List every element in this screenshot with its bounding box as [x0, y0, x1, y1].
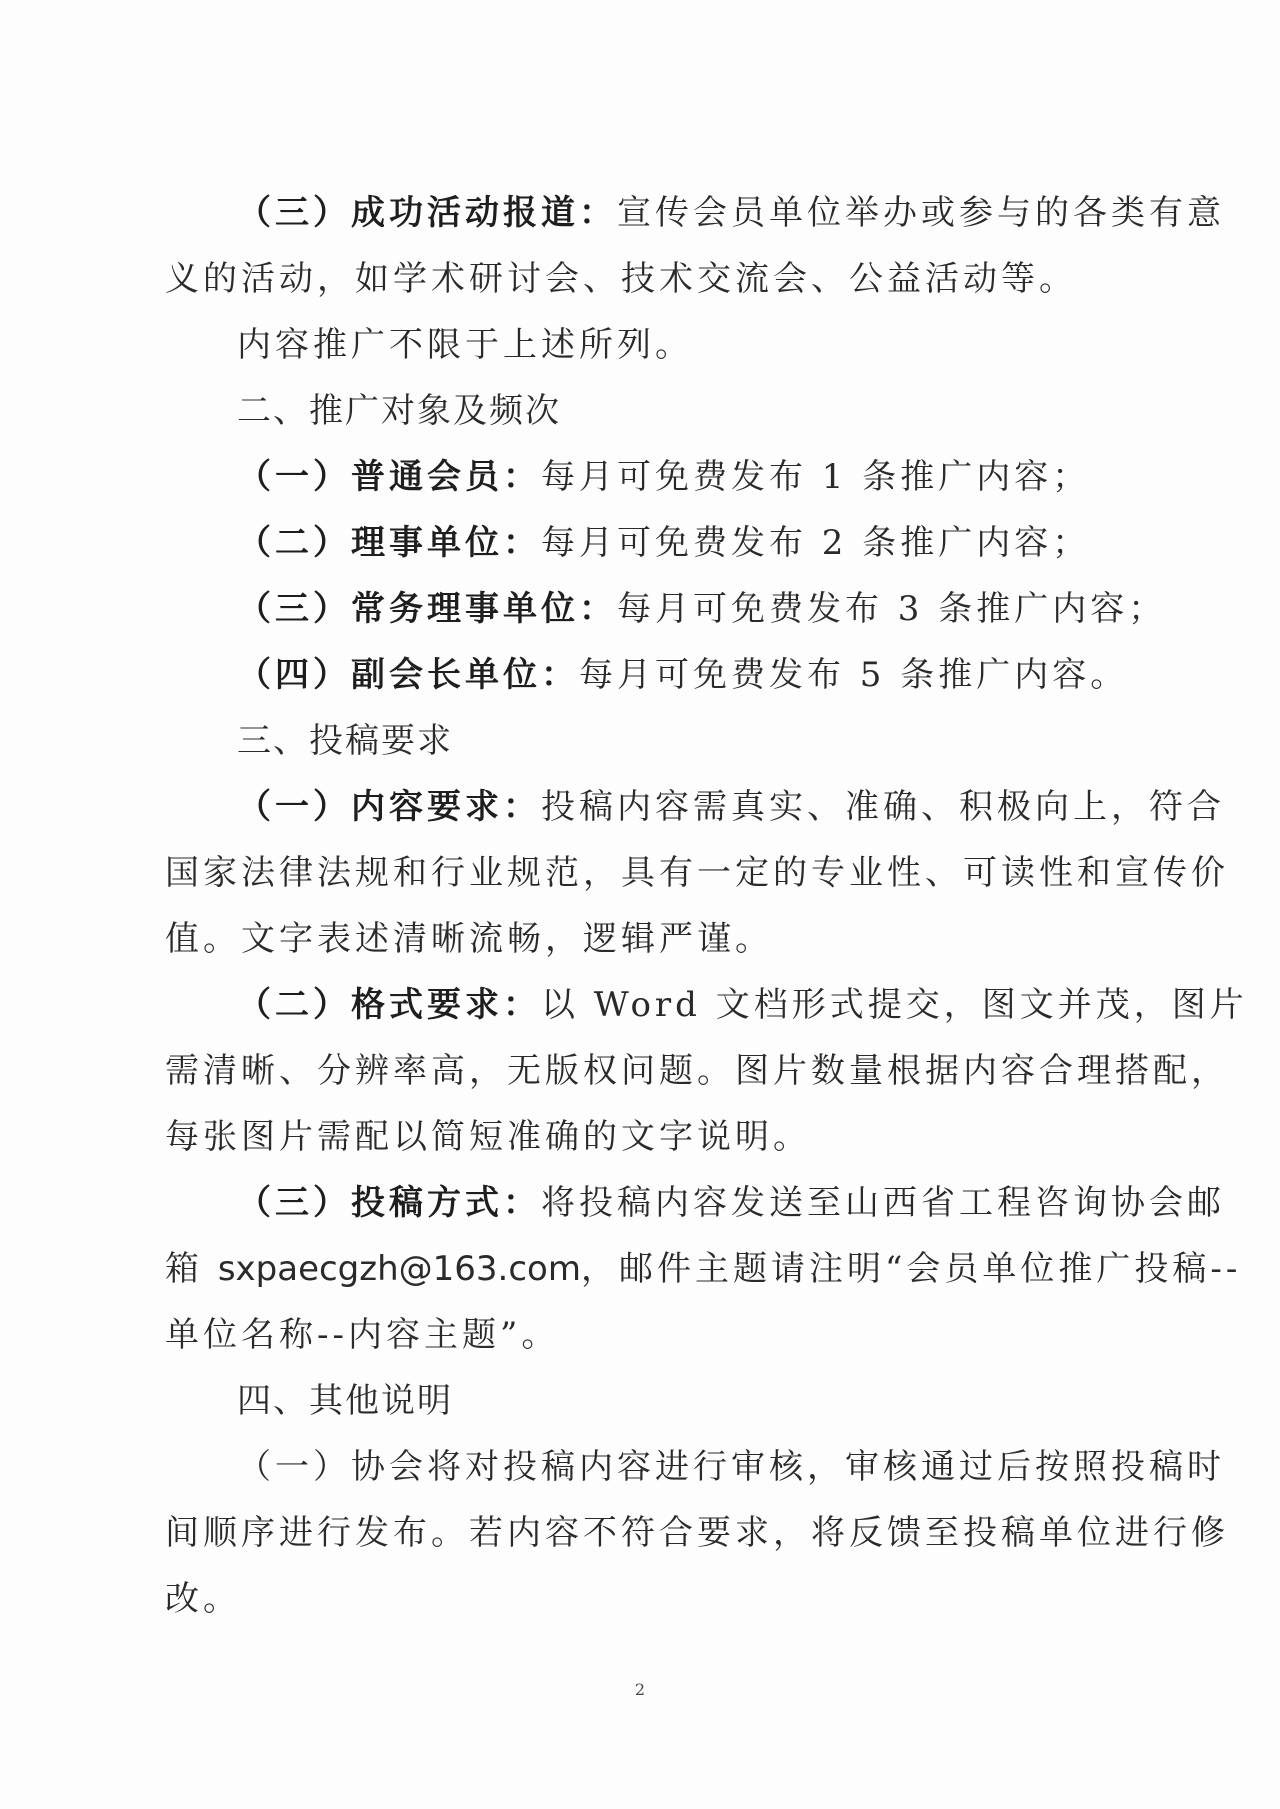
item-text: 间顺序进行发布。若内容不符合要求，将反馈至投稿单位进行修 [165, 1513, 1229, 1553]
item-label: （四）副会长单位： [237, 655, 579, 695]
item-label: （二）理事单位： [237, 523, 541, 563]
paragraph-line [165, 1104, 1125, 1170]
item-text: 每月可免费发布 5 条推广内容。 [579, 655, 1129, 695]
email-address: sxpaecgzh@163.com [217, 1249, 581, 1289]
paragraph-line [165, 246, 1125, 312]
item-label: （三）常务理事单位： [237, 589, 617, 629]
item-label: （一）普通会员： [237, 457, 541, 497]
item-text: 箱 [165, 1249, 218, 1289]
item-text: 每月可免费发布 1 条推广内容； [541, 457, 1091, 497]
paragraph-line [165, 906, 1125, 972]
item-label: （三）投稿方式： [237, 1183, 541, 1223]
page-number: 2 [634, 1680, 646, 1699]
paragraph-line [165, 180, 1225, 246]
paragraph-line [165, 1236, 1242, 1302]
section-heading: 二、推广对象及频次 [237, 391, 561, 431]
section-heading: 三、投稿要求 [237, 721, 453, 761]
list-item [165, 444, 1125, 510]
item-label: （三）成功活动报道： [237, 193, 617, 233]
item-text: （一）协会将对投稿内容进行审核，审核通过后按照投稿时 [237, 1447, 1225, 1487]
item-label: （一）内容要求： [237, 787, 541, 827]
paragraph-line [165, 1302, 1125, 1368]
item-text: 义的活动，如学术研讨会、技术交流会、公益活动等。 [165, 259, 1077, 299]
item-text: 需清晰、分辨率高，无版权问题。图片数量根据内容合理搭配， [165, 1051, 1229, 1091]
item-text: 值。文字表述清晰流畅，逻辑严谨。 [165, 919, 773, 959]
paragraph-line [165, 312, 1125, 378]
item-text: 宣传会员单位举办或参与的各类有意 [617, 193, 1225, 233]
item-text: ，邮件主题请注明“会员单位推广投稿-- [580, 1249, 1242, 1289]
item-text: 每月可免费发布 2 条推广内容； [541, 523, 1091, 563]
document-body [165, 180, 1248, 1632]
paragraph-line [165, 774, 1225, 840]
list-item [165, 576, 1167, 642]
item-text: 单位名称--内容主题”。 [165, 1315, 560, 1355]
paragraph-line [165, 1038, 1229, 1104]
list-item [165, 510, 1125, 576]
paragraph-line [165, 1434, 1225, 1500]
paragraph-line [165, 1500, 1229, 1566]
section-heading: 四、其他说明 [237, 1381, 453, 1421]
item-text: 以 Word 文档形式提交，图文并茂，图片 [541, 985, 1248, 1025]
paragraph-line [165, 840, 1229, 906]
item-text: 国家法律法规和行业规范，具有一定的专业性、可读性和宣传价 [165, 853, 1229, 893]
paragraph-line [165, 972, 1248, 1038]
paragraph-line [165, 1170, 1225, 1236]
item-text: 每月可免费发布 3 条推广内容； [617, 589, 1167, 629]
item-text: 投稿内容需真实、准确、积极向上，符合 [541, 787, 1225, 827]
item-label: （二）格式要求： [237, 985, 541, 1025]
list-item [165, 642, 1129, 708]
item-text: 改。 [165, 1579, 241, 1619]
item-text: 将投稿内容发送至山西省工程咨询协会邮 [541, 1183, 1225, 1223]
item-text: 每张图片需配以简短准确的文字说明。 [165, 1117, 811, 1157]
paragraph-line [165, 1566, 1125, 1632]
note-text: 内容推广不限于上述所列。 [237, 325, 693, 365]
